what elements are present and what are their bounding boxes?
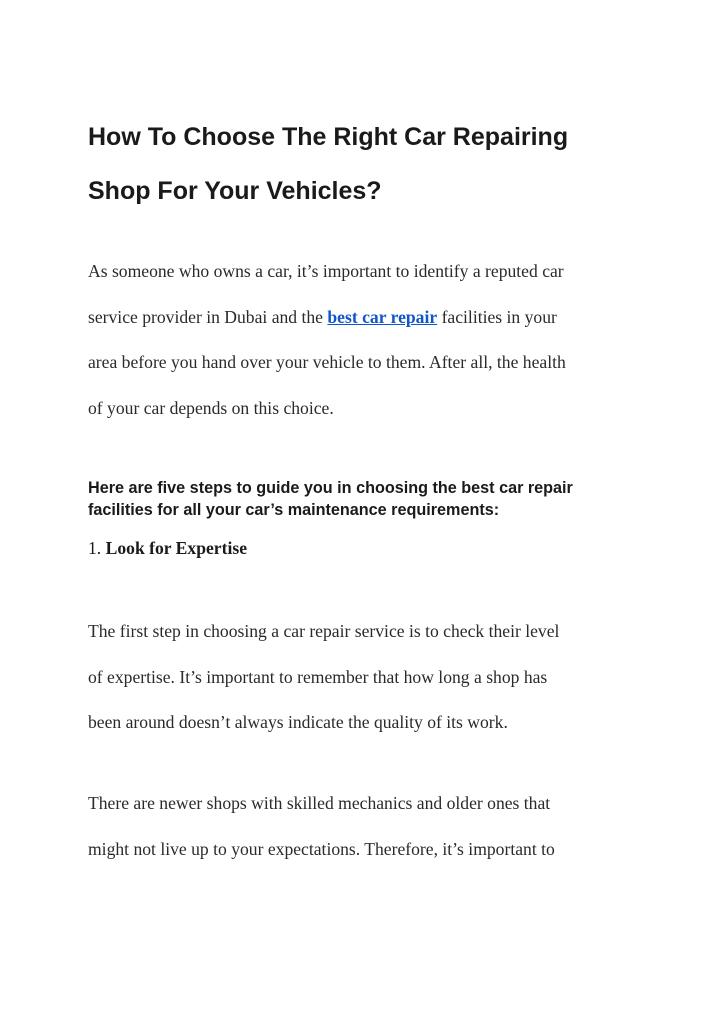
expertise-line-1: The first step in choosing a car repair service is to check their level: [88, 621, 560, 641]
intro-line-3: area before you hand over your vehicle to them. After all, the health: [88, 352, 566, 372]
intro-line-2-after: facilities in your: [437, 306, 557, 327]
step-1-number: 1.: [88, 538, 102, 558]
intro-line-4: of your car depends on this choice.: [88, 397, 334, 418]
intro-line-2-before: service provider in Dubai and the: [88, 306, 328, 327]
article-title-line-2: Shop For Your Vehicles?: [88, 177, 382, 205]
intro-line-1: As someone who owns a car, it’s important to identify a reputed car: [88, 261, 564, 281]
steps-subheading-line-1: Here are five steps to guide you in choosing the best car repair: [88, 479, 573, 497]
expertise-line-3: been around doesn’t always indicate the quality of its work.: [88, 712, 508, 732]
intro-paragraph: [88, 249, 648, 431]
steps-subheading: [88, 477, 648, 521]
expertise-paragraph: [88, 609, 648, 746]
step-1-label: Look for Expertise: [105, 538, 248, 558]
expertise-line-2: of expertise. It’s important to remember that how long a shop has: [88, 666, 548, 687]
step-1-heading: [88, 535, 247, 561]
newer-shops-paragraph: [88, 781, 648, 872]
steps-subheading-line-2: facilities for all your car’s maintenance requirements:: [88, 501, 500, 519]
article-title-line-1: How To Choose The Right Car Repairing: [88, 123, 569, 151]
best-car-repair-link[interactable]: best car repair: [327, 306, 438, 327]
newer-shops-line-2: might not live up to your expectations. Therefore, it’s important to: [88, 838, 555, 859]
newer-shops-line-1: There are newer shops with skilled mechanics and older ones that: [88, 793, 551, 813]
article-title: [88, 110, 668, 218]
